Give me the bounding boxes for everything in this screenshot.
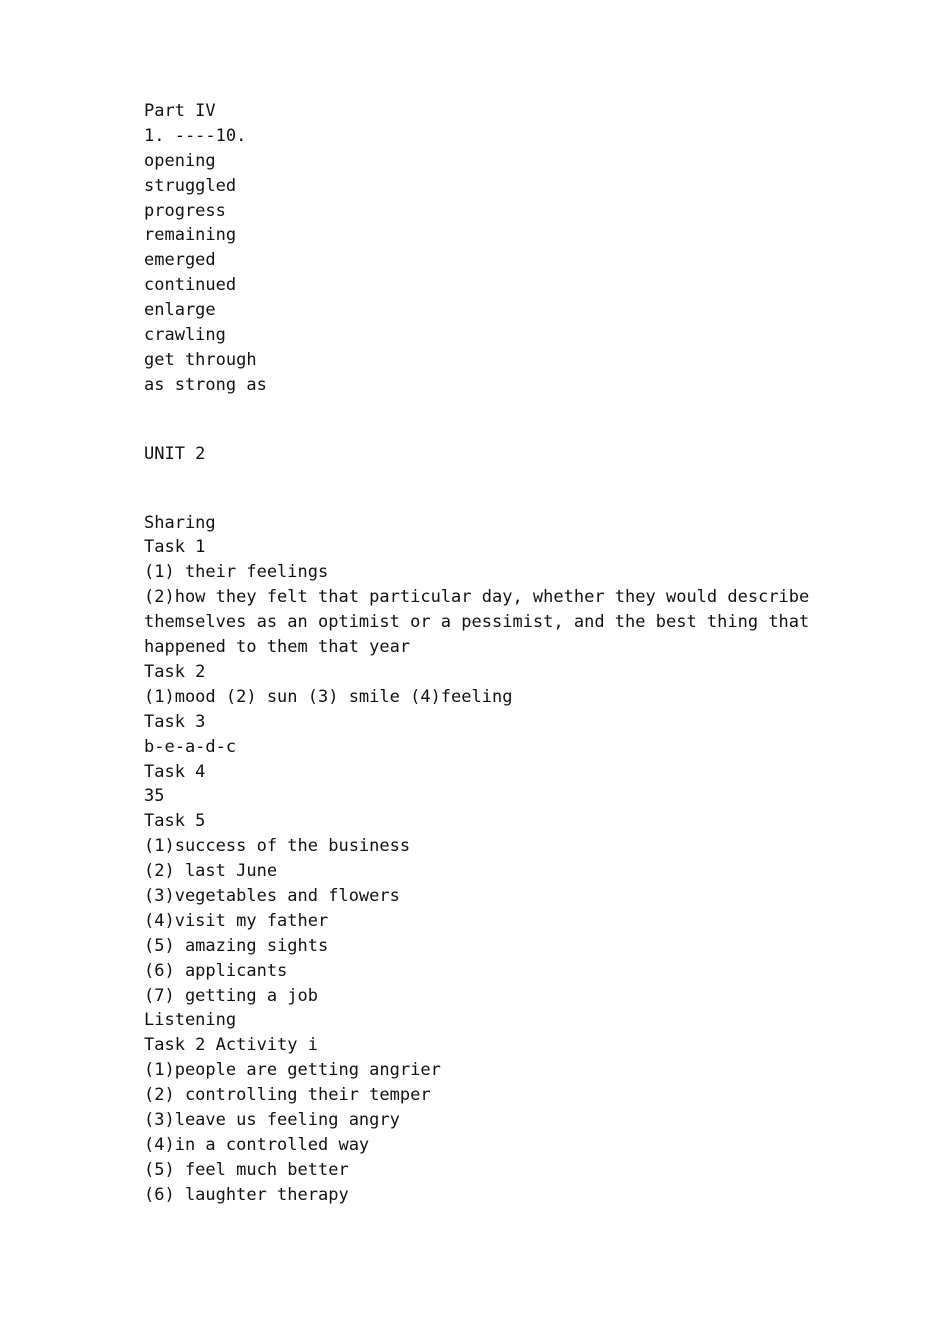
task-answer: (3)leave us feeling angry — [144, 1110, 400, 1130]
task-answer: (6) applicants — [144, 960, 288, 981]
task-answer: (2) controlling their temper — [144, 1085, 431, 1106]
task-answer: (7) getting a job — [144, 985, 318, 1006]
task-label: Task 4 — [144, 761, 206, 782]
task-answer: (4)visit my father — [144, 910, 329, 931]
task-label: Task 2 — [144, 661, 206, 682]
answer-item: get through — [144, 349, 257, 370]
answer-item: crawling — [144, 325, 226, 346]
task-answer: (3)vegetables and flowers — [144, 885, 400, 906]
task-answer: 35 — [144, 786, 165, 807]
task-answer: (1)mood (2) sun (3) smile (4)feeling — [144, 686, 513, 707]
answer-item: opening — [144, 150, 216, 171]
task-label: Task 5 — [144, 811, 206, 832]
task-answer: (1)people are getting angrier — [144, 1060, 441, 1081]
task-answer: (5) feel much better — [144, 1159, 349, 1180]
answer-item: continued — [144, 275, 237, 296]
task-answer: (1)success of the business — [144, 836, 411, 857]
task-answer: (4)in a controlled way — [144, 1134, 370, 1155]
task-answer: (1) their feelings — [144, 562, 329, 583]
task-label: Task 3 — [144, 711, 206, 732]
task-label: Task 1 — [144, 537, 206, 558]
answer-item: emerged — [144, 250, 216, 271]
task-answer-paragraph: (2)how they felt that particular day, whether they would describe themselves as an optimist or a pessimist, and the best thing that happened to them that year — [144, 587, 810, 658]
section-heading-listening: Listening — [144, 1010, 237, 1031]
task-answer: (5) amazing sights — [144, 935, 329, 956]
task-answer: b-e-a-d-c — [144, 736, 237, 757]
task-answer: (2) last June — [144, 861, 278, 882]
section-heading-sharing: Sharing — [144, 512, 216, 533]
spacer — [144, 398, 824, 442]
task-answer: (6) laughter therapy — [144, 1184, 349, 1205]
answer-item: enlarge — [144, 300, 216, 321]
answer-range: 1. ----10. — [144, 125, 247, 146]
document-page — [144, 99, 824, 1208]
answer-item: as strong as — [144, 374, 267, 395]
spacer — [144, 467, 824, 511]
part-heading: Part IV — [144, 101, 216, 121]
answer-item: progress — [144, 200, 226, 221]
unit-heading: UNIT 2 — [144, 443, 206, 464]
answer-item: struggled — [144, 175, 237, 196]
answer-item: remaining — [144, 225, 237, 246]
task-label: Task 2 Activity i — [144, 1035, 318, 1056]
